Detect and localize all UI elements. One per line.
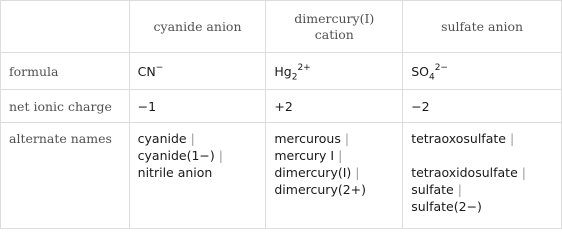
row-label-names: alternate names xyxy=(1,123,130,229)
charge-cyanide: −1 xyxy=(129,90,266,123)
charge-dimercury: +2 xyxy=(266,90,403,123)
row-label-formula: formula xyxy=(1,53,130,90)
charge-sulfate: −2 xyxy=(403,90,562,123)
header-sulfate: sulfate anion xyxy=(403,1,562,53)
row-formula xyxy=(1,53,562,90)
names-dimercury: mercurous | mercury I | dimercury(I) | dimercury(2+) xyxy=(266,123,403,229)
row-charge xyxy=(1,90,562,123)
header-row xyxy=(1,1,562,53)
row-names xyxy=(1,123,562,229)
formula-cyanide: CN− xyxy=(129,53,266,90)
names-cyanide: cyanide | cyanide(1−) | nitrile anion xyxy=(129,123,266,229)
header-dimercury: dimercury(I) cation xyxy=(266,1,403,53)
header-corner xyxy=(1,1,130,53)
formula-dimercury: $Hg_2^{2+}$ xyxy=(266,53,403,90)
names-sulfate: tetraoxosulfate | tetraoxidosulfate | sulfate | sulfate(2−) xyxy=(403,123,562,229)
header-cyanide: cyanide anion xyxy=(129,1,266,53)
row-label-charge: net ionic charge xyxy=(1,90,130,123)
formula-sulfate: $SO_4^{2-}$ xyxy=(403,53,562,90)
